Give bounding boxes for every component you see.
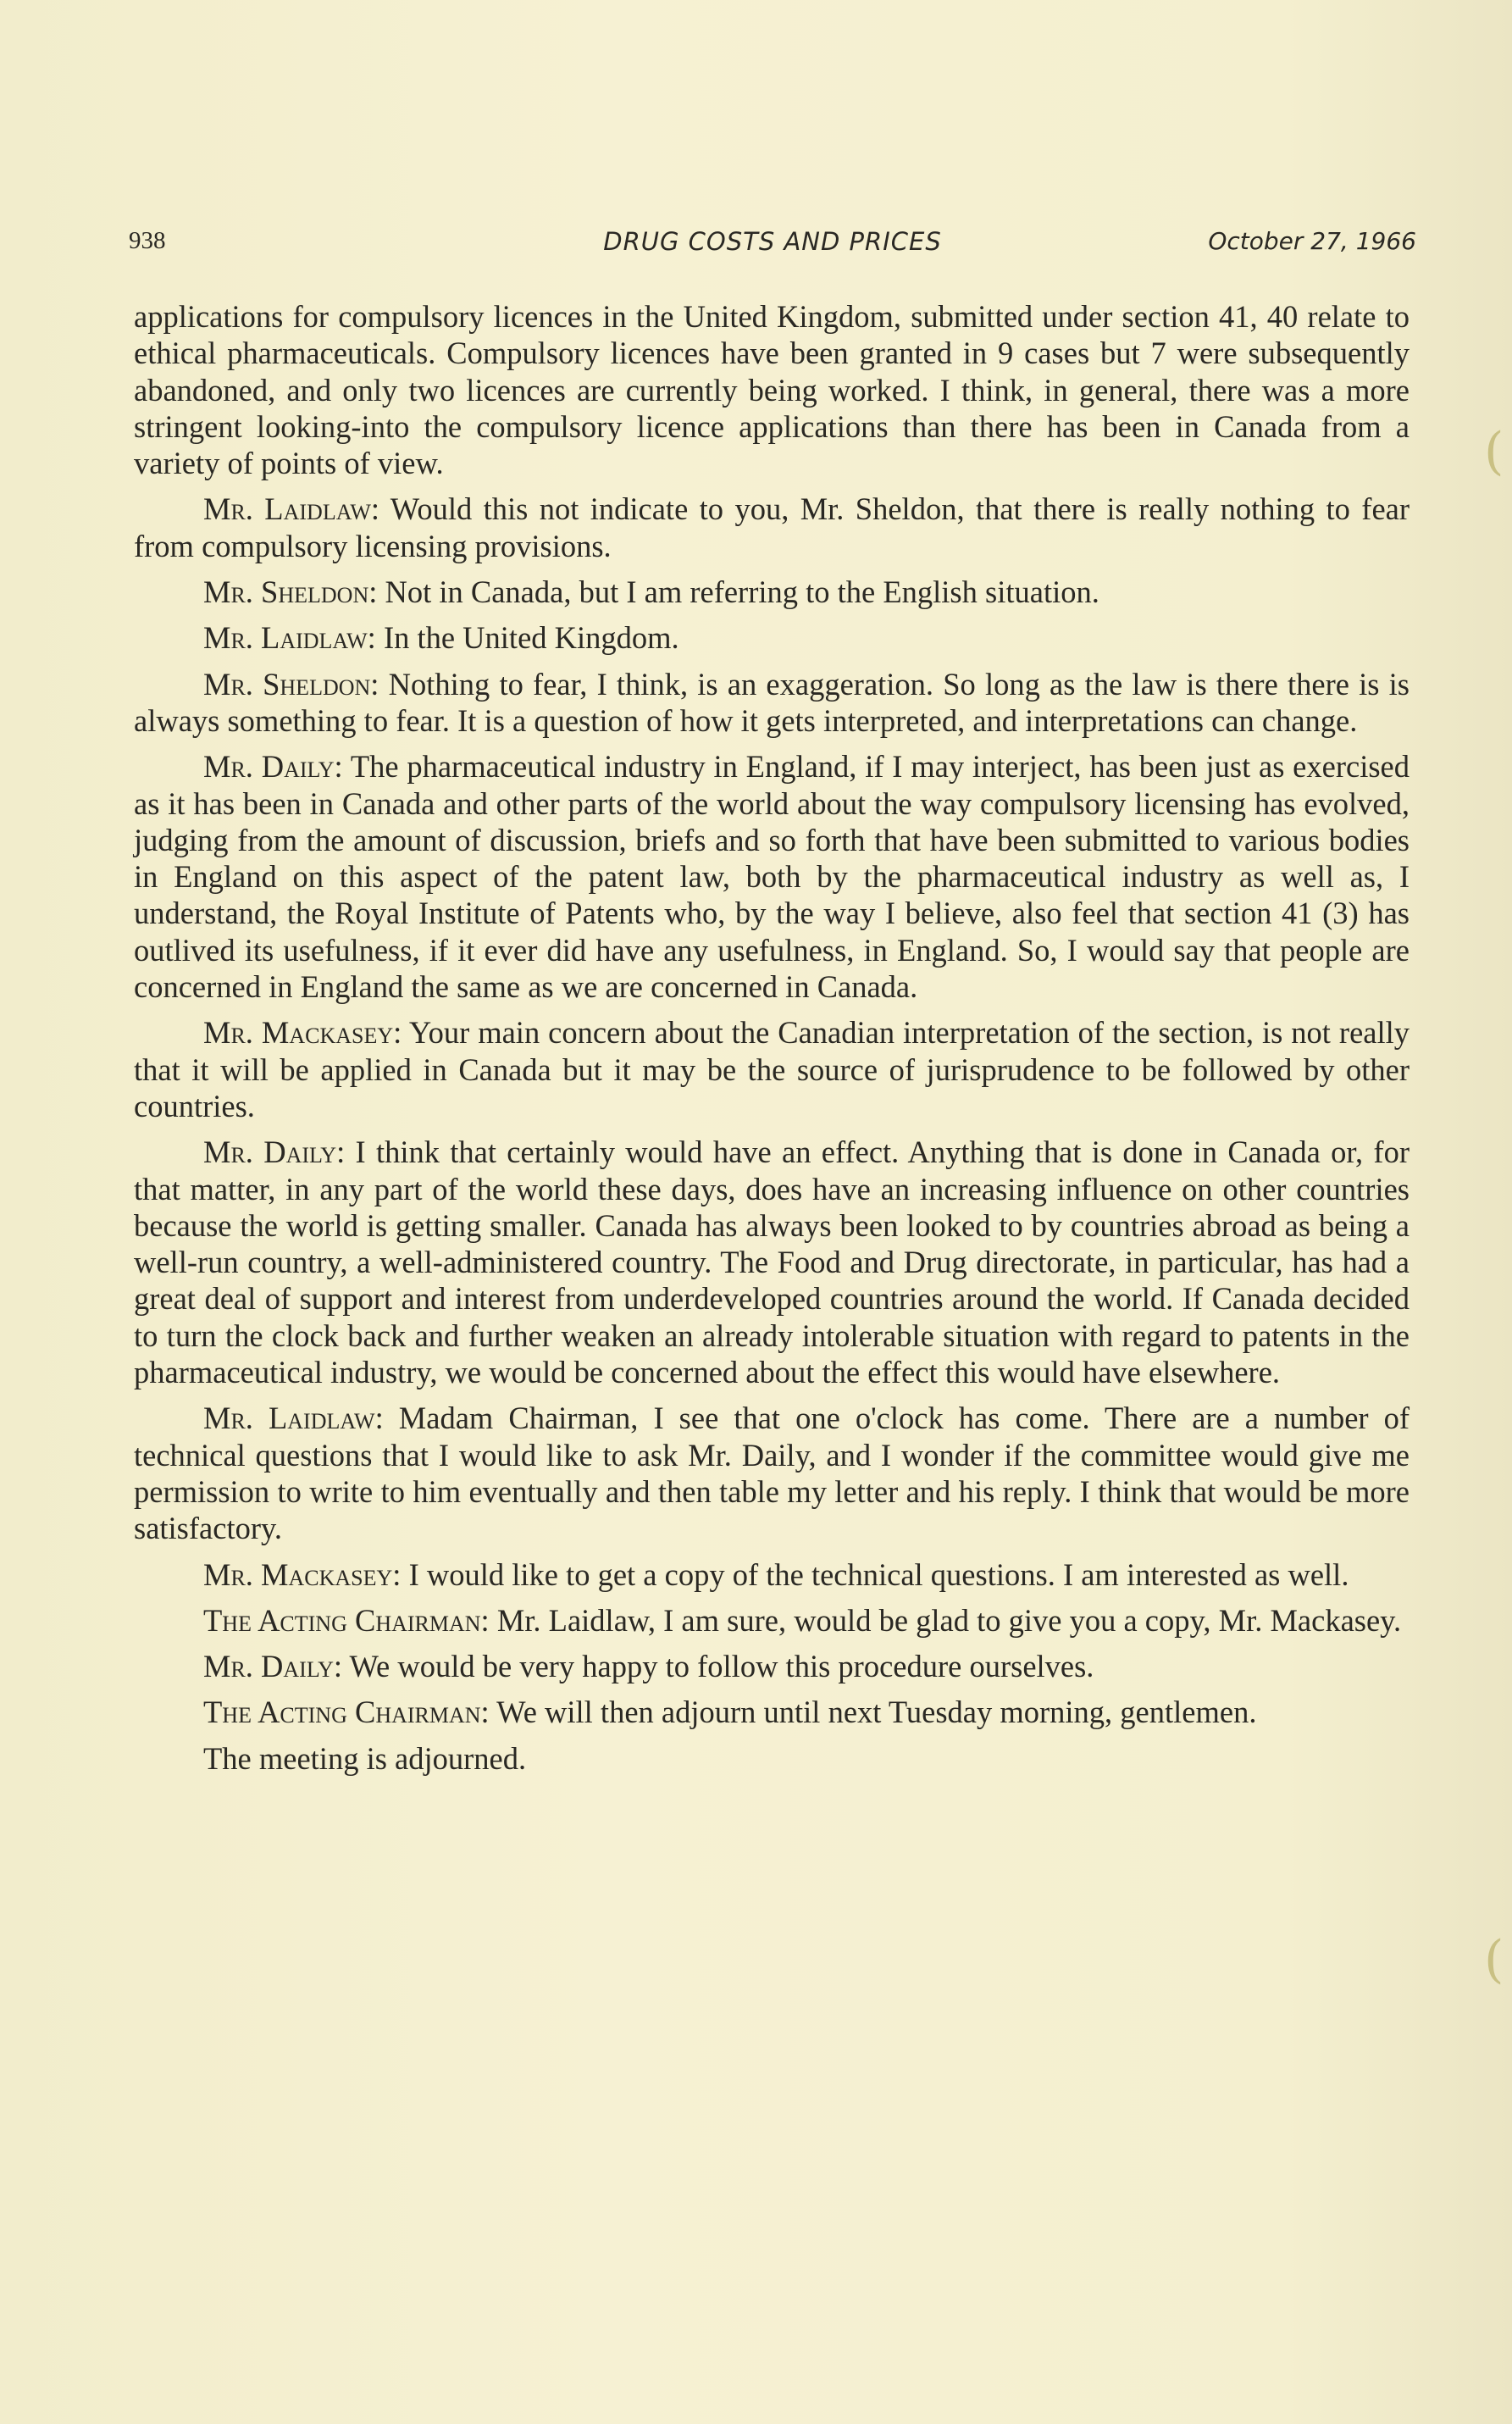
speaker-label: The Acting Chairman: — [203, 1602, 490, 1638]
speaker-label: Mr. Daily: — [203, 749, 343, 785]
speaker-label: Mr. Daily: — [203, 1649, 343, 1684]
speech-paragraph — [134, 1134, 1410, 1390]
speech-paragraph — [134, 748, 1410, 1005]
page-number: 938 — [129, 227, 166, 254]
speech-paragraph — [134, 1014, 1410, 1124]
speech-text: Nothing to fear, I think, is an exaggeration. So long as the law is there there is is always something to fear. It is a question of how it gets interpreted, and interpretations can change. — [134, 666, 1410, 738]
speech-text: Would this not indicate to you, Mr. Sheldon, that there is really nothing to fear from compulsory licensing provisions. — [134, 491, 1410, 563]
speech-paragraph — [134, 1556, 1410, 1593]
running-date: October 27, 1966 — [1208, 227, 1416, 255]
speaker-label: The Acting Chairman: — [203, 1695, 490, 1730]
speech-text: The pharmaceutical industry in England, if I may interject, has been just as exercised as it has been in Canada and other parts of the world about the way compulsory licensing has evolved, judging from the amount of discussion, briefs and so forth that have been submitted to various bodies in England on this aspect of the patent law, both by the pharmaceutical industry as well as, I understand, the Royal Institute of Patents who, by the way I believe, also feel that section 41 (3) has outlived its usefulness, if it ever did have any usefulness, in England. So, I would say that people are concerned in England the same as we are concerned in Canada. — [134, 749, 1410, 1005]
speech-paragraph — [134, 1694, 1410, 1730]
speech-text: In the United Kingdom. — [375, 620, 679, 656]
speech-text: Your main concern about the Canadian interpretation of the section, is not really that it will be applied in Canada but it may be the source of jurisprudence to be followed by other countries. — [134, 1015, 1410, 1123]
speaker-label: Mr. Laidlaw: — [203, 491, 380, 527]
speaker-label: Mr. Laidlaw: — [203, 1401, 384, 1436]
speech-text: I would like to get a copy of the technical questions. I am interested as well. — [401, 1556, 1349, 1592]
speech-text: We would be very happy to follow this procedure ourselves. — [342, 1649, 1094, 1684]
speaker-label: Mr. Daily: — [203, 1134, 346, 1170]
running-header — [129, 227, 1416, 261]
closing-line: The meeting is adjourned. — [203, 1740, 527, 1776]
speech-paragraph — [134, 491, 1410, 564]
speech-text: I think that certainly would have an effect. Anything that is done in Canada or, for that matter, in any part of the world these days, does have an increasing influence on other countries because the world is getting smaller. Canada has always been looked to by countries abroad as being a well-run country, a well-administered country. The Food and Drug directorate, in particular, has had a great deal of support and interest from underdeveloped countries around the world. If Canada decided to turn the clock back and further weaken an already intolerable situation with regard to patents in the pharmaceutical industry, we would be concerned about the effect this would have elsewhere. — [134, 1134, 1410, 1390]
running-title: DRUG COSTS AND PRICES — [603, 227, 942, 256]
margin-bracket-mark: ( — [1484, 422, 1504, 481]
speaker-label: Mr. Laidlaw: — [203, 620, 376, 656]
speech-text: Not in Canada, but I am referring to the English situation. — [377, 574, 1099, 610]
speech-paragraph — [134, 1648, 1410, 1684]
speech-text: We will then adjourn until next Tuesday morning, gentlemen. — [489, 1695, 1257, 1730]
opening-paragraph: applications for compulsory licences in the United Kingdom, submitted under section 41, 40 relate to ethical pharmaceuticals. Compulsory licences have been granted in 9 cases but 7 were subsequently abandoned, and only two licences are currently being worked. I think, in general, there was a more stringent looking-into the compulsory licence applications than there has been in Canada from a variety of points of view. — [134, 299, 1410, 481]
speaker-label: Mr. Mackasey: — [203, 1015, 402, 1051]
transcript-body — [134, 298, 1410, 1786]
speaker-label: Mr. Sheldon: — [203, 666, 379, 702]
speech-paragraph — [134, 666, 1410, 740]
margin-bracket-mark: ( — [1484, 1930, 1504, 1989]
speech-paragraph — [134, 1400, 1410, 1546]
speech-text: Madam Chairman, I see that one o'clock has come. There are a number of technical questions that I would like to ask Mr. Daily, and I wonder if the committee would give me permission to write to him eventually and then table my letter and his reply. I think that would be more satisfactory. — [134, 1401, 1410, 1546]
speech-paragraph — [134, 619, 1410, 656]
speech-text: Mr. Laidlaw, I am sure, would be glad to give you a copy, Mr. Mackasey. — [489, 1602, 1402, 1638]
speech-paragraph — [134, 574, 1410, 610]
speech-paragraph — [134, 1602, 1410, 1639]
speaker-label: Mr. Sheldon: — [203, 574, 378, 610]
speaker-label: Mr. Mackasey: — [203, 1556, 402, 1592]
